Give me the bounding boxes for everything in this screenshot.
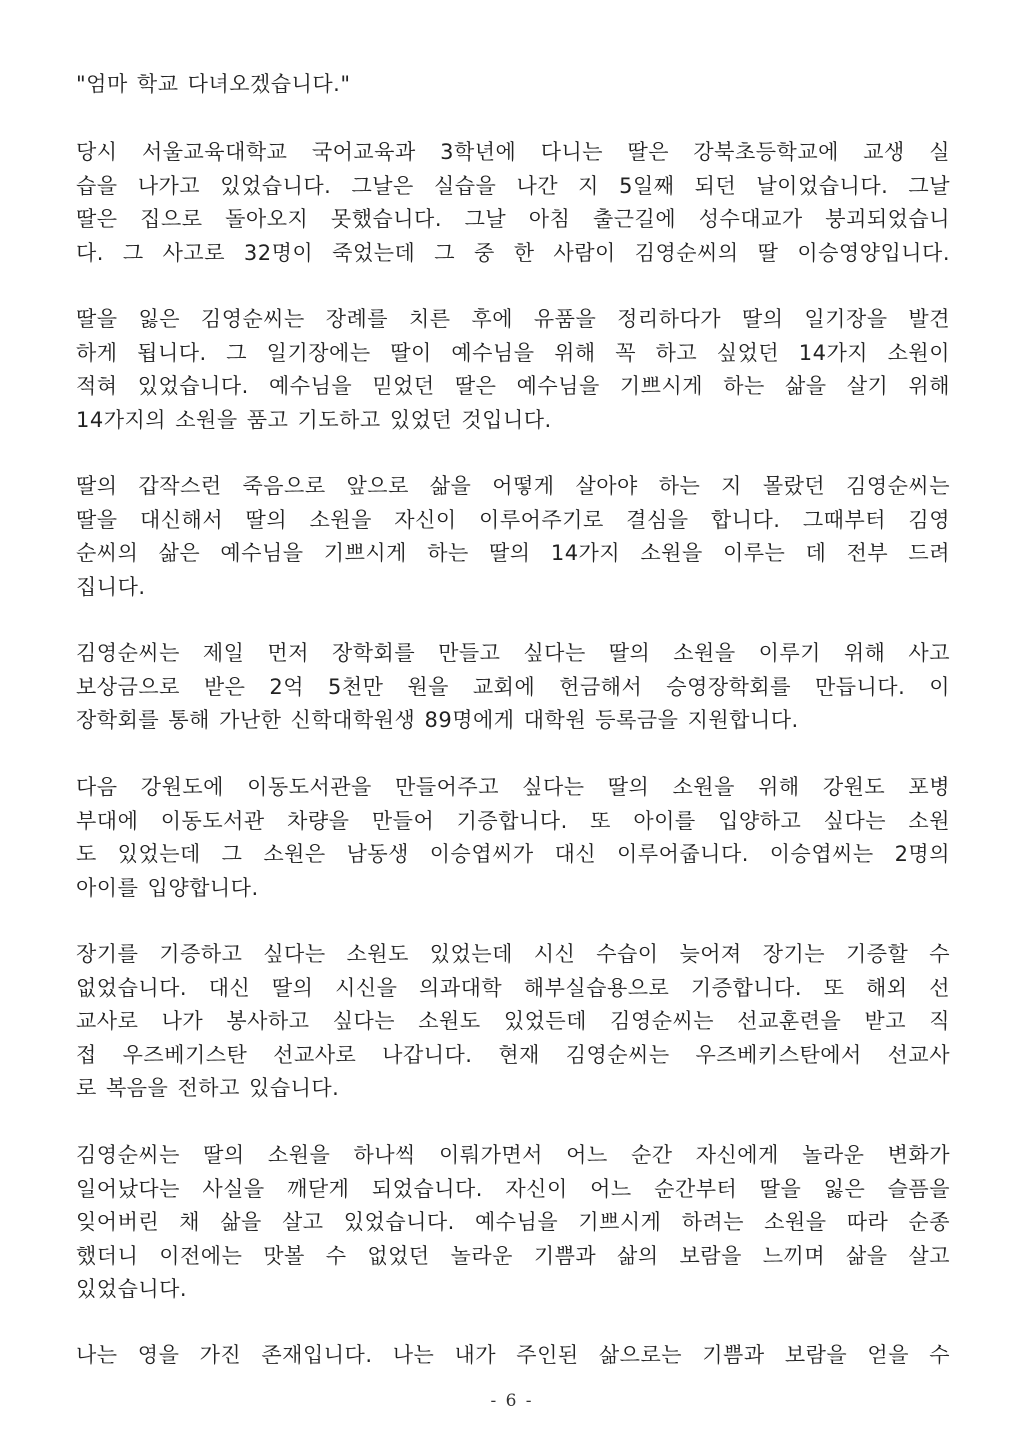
- text-line: 없었습니다. 대신 딸의 시신을 의과대학 해부실습용으로 기증합니다. 또 해외 선: [76, 975, 950, 1000]
- text-line: 장기를 기증하고 싶다는 소원도 있었는데 시신 수습이 늦어져 장기는 기증할 수: [76, 942, 950, 966]
- text-line: 딸은 집으로 돌아오지 못했습니다. 그날 아침 출근길에 성수대교가 붕괴되었습니: [76, 207, 950, 231]
- text-line: 아이를 입양합니다.: [76, 875, 259, 900]
- text-line: 김영순씨는 제일 먼저 장학회를 만들고 싶다는 딸의 소원을 이루기 위해 사고: [76, 641, 950, 665]
- text-line: 딸을 대신해서 딸의 소원을 자신이 이루어주기로 결심을 합니다. 그때부터 김영: [76, 507, 950, 532]
- text-line: 하게 됩니다. 그 일기장에는 딸이 예수님을 위해 꼭 하고 싶었던 14가지 소원이: [76, 340, 950, 365]
- paragraph-7: [76, 938, 950, 1106]
- text-line: 로 복음을 전하고 있습니다.: [76, 1076, 340, 1100]
- text-line: 일어났다는 사실을 깨닫게 되었습니다. 자신이 어느 순간부터 딸을 잃은 슬픔을: [76, 1176, 950, 1201]
- text-line: 김영순씨는 딸의 소원을 하나씩 이뤄가면서 어느 순간 자신에게 놀라운 변화가: [76, 1143, 950, 1167]
- text-line: 부대에 이동도서관 차량을 만들어 기증합니다. 또 아이를 입양하고 싶다는 소원: [76, 808, 950, 833]
- text-line: 딸을 잃은 김영순씨는 장례를 치른 후에 유품을 정리하다가 딸의 일기장을 발견: [76, 307, 950, 331]
- text-line: 딸의 갑작스런 죽음으로 앞으로 삶을 어떻게 살아야 하는 지 몰랐던 김영순씨는: [76, 474, 950, 498]
- text-line: 14가지의 소원을 품고 기도하고 있었던 것입니다.: [76, 407, 552, 432]
- text-line: 장학회를 통해 가난한 신학대학원생 89명에게 대학원 등록금을 지원합니다.: [76, 708, 799, 732]
- text-line: 잊어버린 채 삶을 살고 있었습니다. 예수님을 기쁘시게 하려는 소원을 따라 순종: [76, 1210, 950, 1234]
- paragraph-4: [76, 470, 950, 604]
- paragraph-3: [76, 303, 950, 437]
- text-line: 보상금으로 받은 2억 5천만 원을 교회에 헌금해서 승영장학회를 만듭니다. 이: [76, 674, 950, 699]
- text-line: 나는 영을 가진 존재입니다. 나는 내가 주인된 삶으로는 기쁨과 보람을 얻을 수: [76, 1343, 950, 1367]
- text-line: 순씨의 삶은 예수님을 기쁘시게 하는 딸의 14가지 소원을 이루는 데 전부 드려: [76, 541, 950, 565]
- text-line: 했더니 이전에는 맛볼 수 없었던 놀라운 기쁨과 삶의 보람을 느끼며 삶을 살고: [76, 1243, 950, 1268]
- paragraph-2: [76, 136, 950, 270]
- paragraph-9: [76, 1339, 950, 1373]
- paragraph-8: [76, 1139, 950, 1307]
- text-line: 교사로 나가 봉사하고 싶다는 소원도 있었든데 김영순씨는 선교훈련을 받고 직: [76, 1009, 950, 1033]
- text-line: 접 우즈베기스탄 선교사로 나갑니다. 현재 김영순씨는 우즈베키스탄에서 선교사: [76, 1042, 950, 1067]
- text-line: 집니다.: [76, 574, 146, 599]
- text-line: "엄마 학교 다녀오겠습니다.": [76, 72, 351, 96]
- text-line: 있었습니다.: [76, 1277, 188, 1301]
- text-line: 적혀 있었습니다. 예수님을 믿었던 딸은 예수님을 기쁘시게 하는 삶을 살기 위해: [76, 374, 950, 398]
- paragraph-6: [76, 771, 950, 905]
- text-line: 다. 그 사고로 32명이 죽었는데 그 중 한 사람이 김영순씨의 딸 이승영양입니다.: [76, 240, 950, 265]
- paragraph-1: [76, 68, 950, 102]
- text-line: 습을 나가고 있었습니다. 그날은 실습을 나간 지 5일째 되던 날이었습니다. 그날: [76, 173, 950, 198]
- text-line: 당시 서울교육대학교 국어교육과 3학년에 다니는 딸은 강북초등학교에 교생 실: [76, 140, 950, 164]
- text-line: 다음 강원도에 이동도서관을 만들어주고 싶다는 딸의 소원을 위해 강원도 포병: [76, 775, 950, 799]
- page-number: - 6 -: [490, 1391, 534, 1411]
- text-line: 도 있었는데 그 소원은 남동생 이승엽씨가 대신 이루어줍니다. 이승엽씨는 2명의: [76, 842, 950, 866]
- paragraph-5: [76, 637, 950, 738]
